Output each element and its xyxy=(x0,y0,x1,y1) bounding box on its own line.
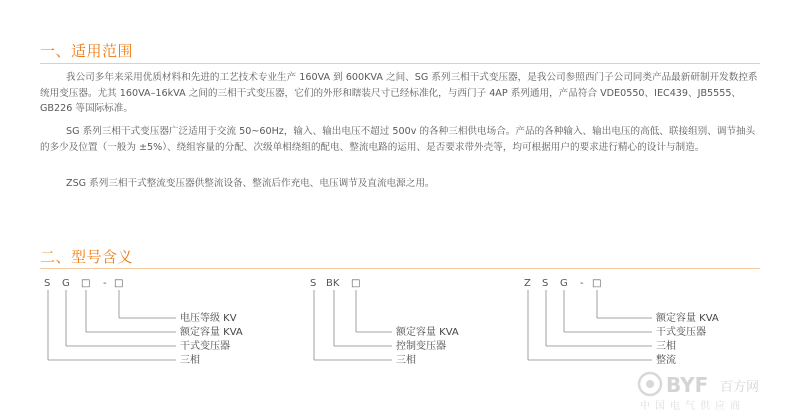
scope-paragraph-2: SG 系列三相干式变压器广泛适用于交流 50~60Hz，输入、输出电压不超过 500v 的各种三相供电场合。产品的各种输入、输出电压的高低、联接组别、调节抽头的多少及位置（一般为 ±5%）、绕组容量的分配、次级单相绕组的配电、整流电路的运用、是否要求带外壳等，均可根据用户的要求进行精心的设计与制造。 xyxy=(40,126,756,153)
byf-watermark-logo xyxy=(634,368,784,412)
section-1-divider xyxy=(40,63,760,64)
code-box: □ xyxy=(592,278,602,289)
model-diagram-sbk-svg xyxy=(306,272,506,372)
label-rated-capacity: 额定容量 KVA xyxy=(656,313,719,324)
label-rated-capacity: 额定容量 KVA xyxy=(396,327,459,338)
scope-paragraph-1: 我公司多年来采用优质材料和先进的工艺技术专业生产 160VA 到 600KVA 之间、SG 系列三相干式变压器，是我公司参照西门子公司同类产品最新研制开发数控系统用变压器。尤其 160VA–16kVA 之间的三相干式变压器，它们的外形和瞎装尺寸已经标准化，与西门子 4AP 系列通用，产品符合 VDE0550、IEC439、JB5555、GB226 等国际标准。 xyxy=(40,72,758,114)
model-diagram-sg-svg xyxy=(40,272,260,372)
code-dash: - xyxy=(103,278,107,289)
code-char: S xyxy=(310,278,317,289)
label-three-phase: 三相 xyxy=(396,355,416,366)
scope-paragraph-3: ZSG 系列三相干式整流变压器供整流设备、整流后作充电、电压调节及直流电源之用。 xyxy=(66,178,435,189)
label-three-phase: 三相 xyxy=(180,355,200,366)
code-char: Z xyxy=(524,278,531,289)
code-char: G xyxy=(560,278,568,289)
label-rectifier: 整流 xyxy=(656,355,676,366)
code-box: □ xyxy=(114,278,124,289)
model-diagram-zsg-svg xyxy=(520,272,780,372)
label-dry-type: 干式变压器 xyxy=(180,341,230,352)
section-2-divider xyxy=(40,268,760,269)
code-char: S xyxy=(44,278,51,289)
byf-logo-text: BYF xyxy=(666,373,709,397)
byf-watermark xyxy=(634,368,784,412)
code-char: S xyxy=(542,278,549,289)
label-dry-type: 干式变压器 xyxy=(656,327,706,338)
code-box: □ xyxy=(81,278,91,289)
section-1-heading: 一、适用范围 xyxy=(40,42,134,60)
model-diagram-sg xyxy=(40,272,260,372)
label-three-phase: 三相 xyxy=(656,341,676,352)
label-control-transformer: 控制变压器 xyxy=(396,341,446,352)
section-2-heading: 二、型号含义 xyxy=(40,248,134,266)
byf-tagline: 中国电气供应商 xyxy=(640,401,745,412)
model-diagram-sbk xyxy=(306,272,506,372)
label-rated-capacity: 额定容量 KVA xyxy=(180,327,243,338)
model-diagram-zsg xyxy=(520,272,780,372)
label-voltage-level: 电压等级 KV xyxy=(180,313,237,324)
code-char: BK xyxy=(326,278,340,289)
byf-site-text: 百方网 xyxy=(720,380,760,395)
code-dash: - xyxy=(580,278,584,289)
code-box: □ xyxy=(351,278,361,289)
code-char: G xyxy=(62,278,70,289)
